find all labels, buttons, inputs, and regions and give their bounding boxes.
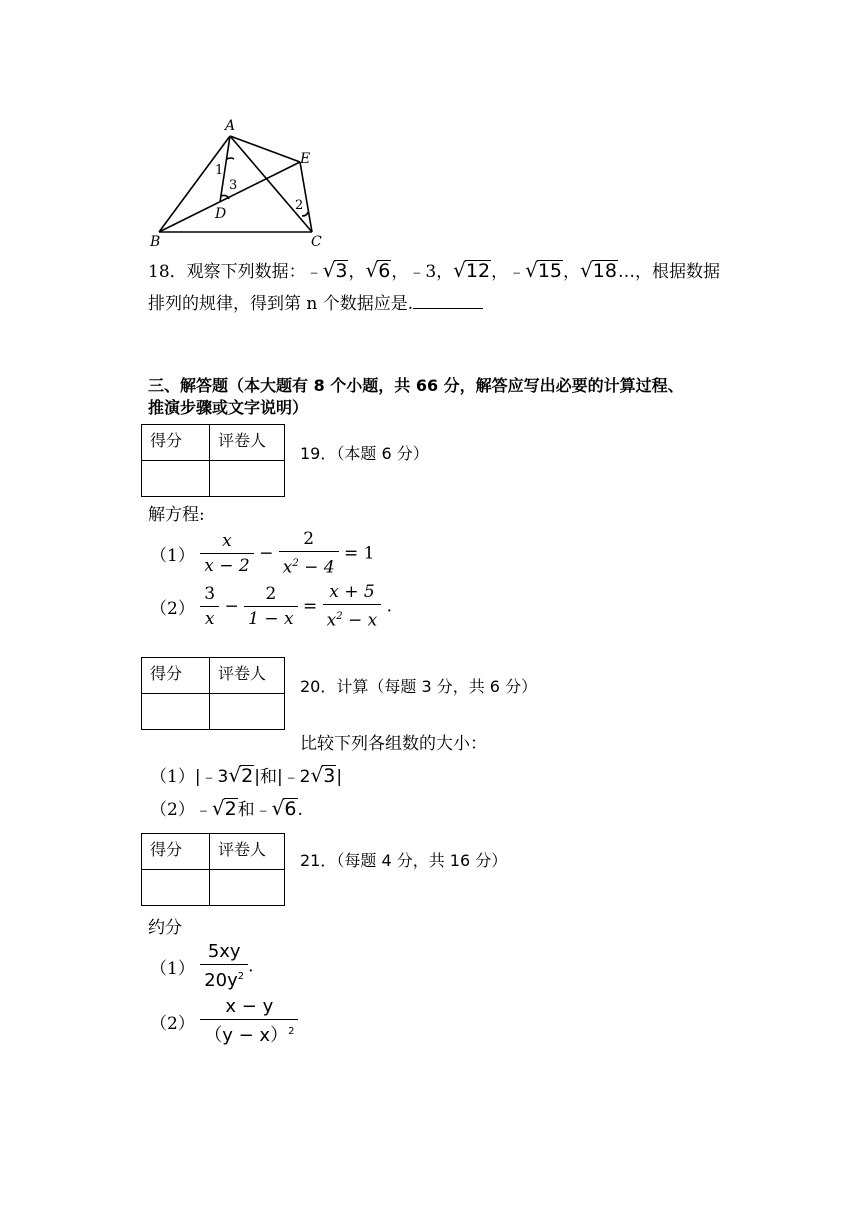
q21-p1-label: （1）	[150, 959, 195, 979]
grader-cell[interactable]	[210, 461, 285, 497]
q18-seq-tail: …，根据数据	[617, 262, 720, 282]
triangle-figure	[145, 112, 325, 252]
label-A: A	[225, 118, 236, 134]
q18-line1: 18．观察下列数据：﹣√3，√6，﹣3，√12，﹣√15，√18…，根据数据	[148, 258, 720, 282]
score-header: 得分	[142, 658, 210, 694]
q20-item-1: （1）|﹣3√2|和|﹣2√3|	[150, 763, 343, 787]
q20-title: 20．计算（每题 3 分，共 6 分）	[300, 677, 538, 696]
q18-line2-text: 排列的规律，得到第 n 个数据应是	[148, 294, 408, 314]
q20-p2-and: 和	[237, 800, 255, 820]
score-cell[interactable]	[142, 694, 210, 730]
q19-p1-label: （1）	[150, 545, 195, 566]
q19-p2-label: （2）	[150, 598, 195, 619]
q19-title: 19．（本题 6 分）	[300, 444, 429, 463]
q19-equation-1: （1） $\frac{x}{x - 2}$ − $\frac{2}{x^2 - 4}$ = 1	[150, 529, 375, 578]
q20-item-2: （2）﹣√2和﹣√6.	[150, 796, 303, 820]
q21-intro: 约分	[148, 918, 182, 938]
score-header: 得分	[142, 834, 210, 870]
q20-p2-end: .	[297, 800, 303, 820]
q21-title: 21．（每题 4 分，共 16 分）	[300, 851, 508, 870]
grader-header: 评卷人	[210, 834, 285, 870]
q18-end: .	[407, 294, 414, 314]
q21-item-1: （1） $\frac{5xy}{20y^2}$ .	[150, 941, 254, 991]
q18-prefix: 18．观察下列数据：	[148, 262, 306, 282]
label-E: E	[300, 151, 311, 167]
label-C: C	[311, 234, 322, 250]
grader-header: 评卷人	[210, 425, 285, 461]
q19-intro: 解方程:	[148, 505, 205, 525]
angle-3-label: 3	[229, 178, 238, 193]
q20-intro: 比较下列各组数的大小：	[300, 734, 487, 754]
section3-heading-line1: 三、解答题（本大题有 8 个小题，共 66 分，解答应写出必要的计算过程、	[148, 376, 684, 395]
score-cell[interactable]	[142, 461, 210, 497]
q20-p2-label: （2）	[150, 800, 195, 820]
grader-header: 评卷人	[210, 658, 285, 694]
grader-cell[interactable]	[210, 870, 285, 906]
score-table-21	[141, 833, 285, 906]
q19-equation-2: （2） $\frac{3}{x}$ − $\frac{2}{1 - x}$ = $\frac{x + 5}{x^2 - x}$ .	[150, 582, 393, 631]
section3-heading-line2: 推演步骤或文字说明）	[148, 398, 309, 417]
score-table-19	[141, 424, 285, 497]
q18-line2	[148, 293, 483, 315]
q20-p1-and: 和	[259, 767, 277, 787]
q20-p1-label: （1）	[150, 767, 195, 787]
angle-1-label: 1	[215, 163, 224, 178]
angle-2-label: 2	[295, 198, 304, 213]
label-D: D	[215, 206, 227, 222]
label-B: B	[150, 234, 161, 250]
q21-item-2: （2） $\frac{x - y}{(y - x)^2}$	[150, 995, 298, 1048]
score-header: 得分	[142, 425, 210, 461]
score-table-20	[141, 657, 285, 730]
answer-blank	[413, 308, 483, 309]
grader-cell[interactable]	[210, 694, 285, 730]
score-cell[interactable]	[142, 870, 210, 906]
q21-p2-label: （2）	[150, 1014, 195, 1034]
